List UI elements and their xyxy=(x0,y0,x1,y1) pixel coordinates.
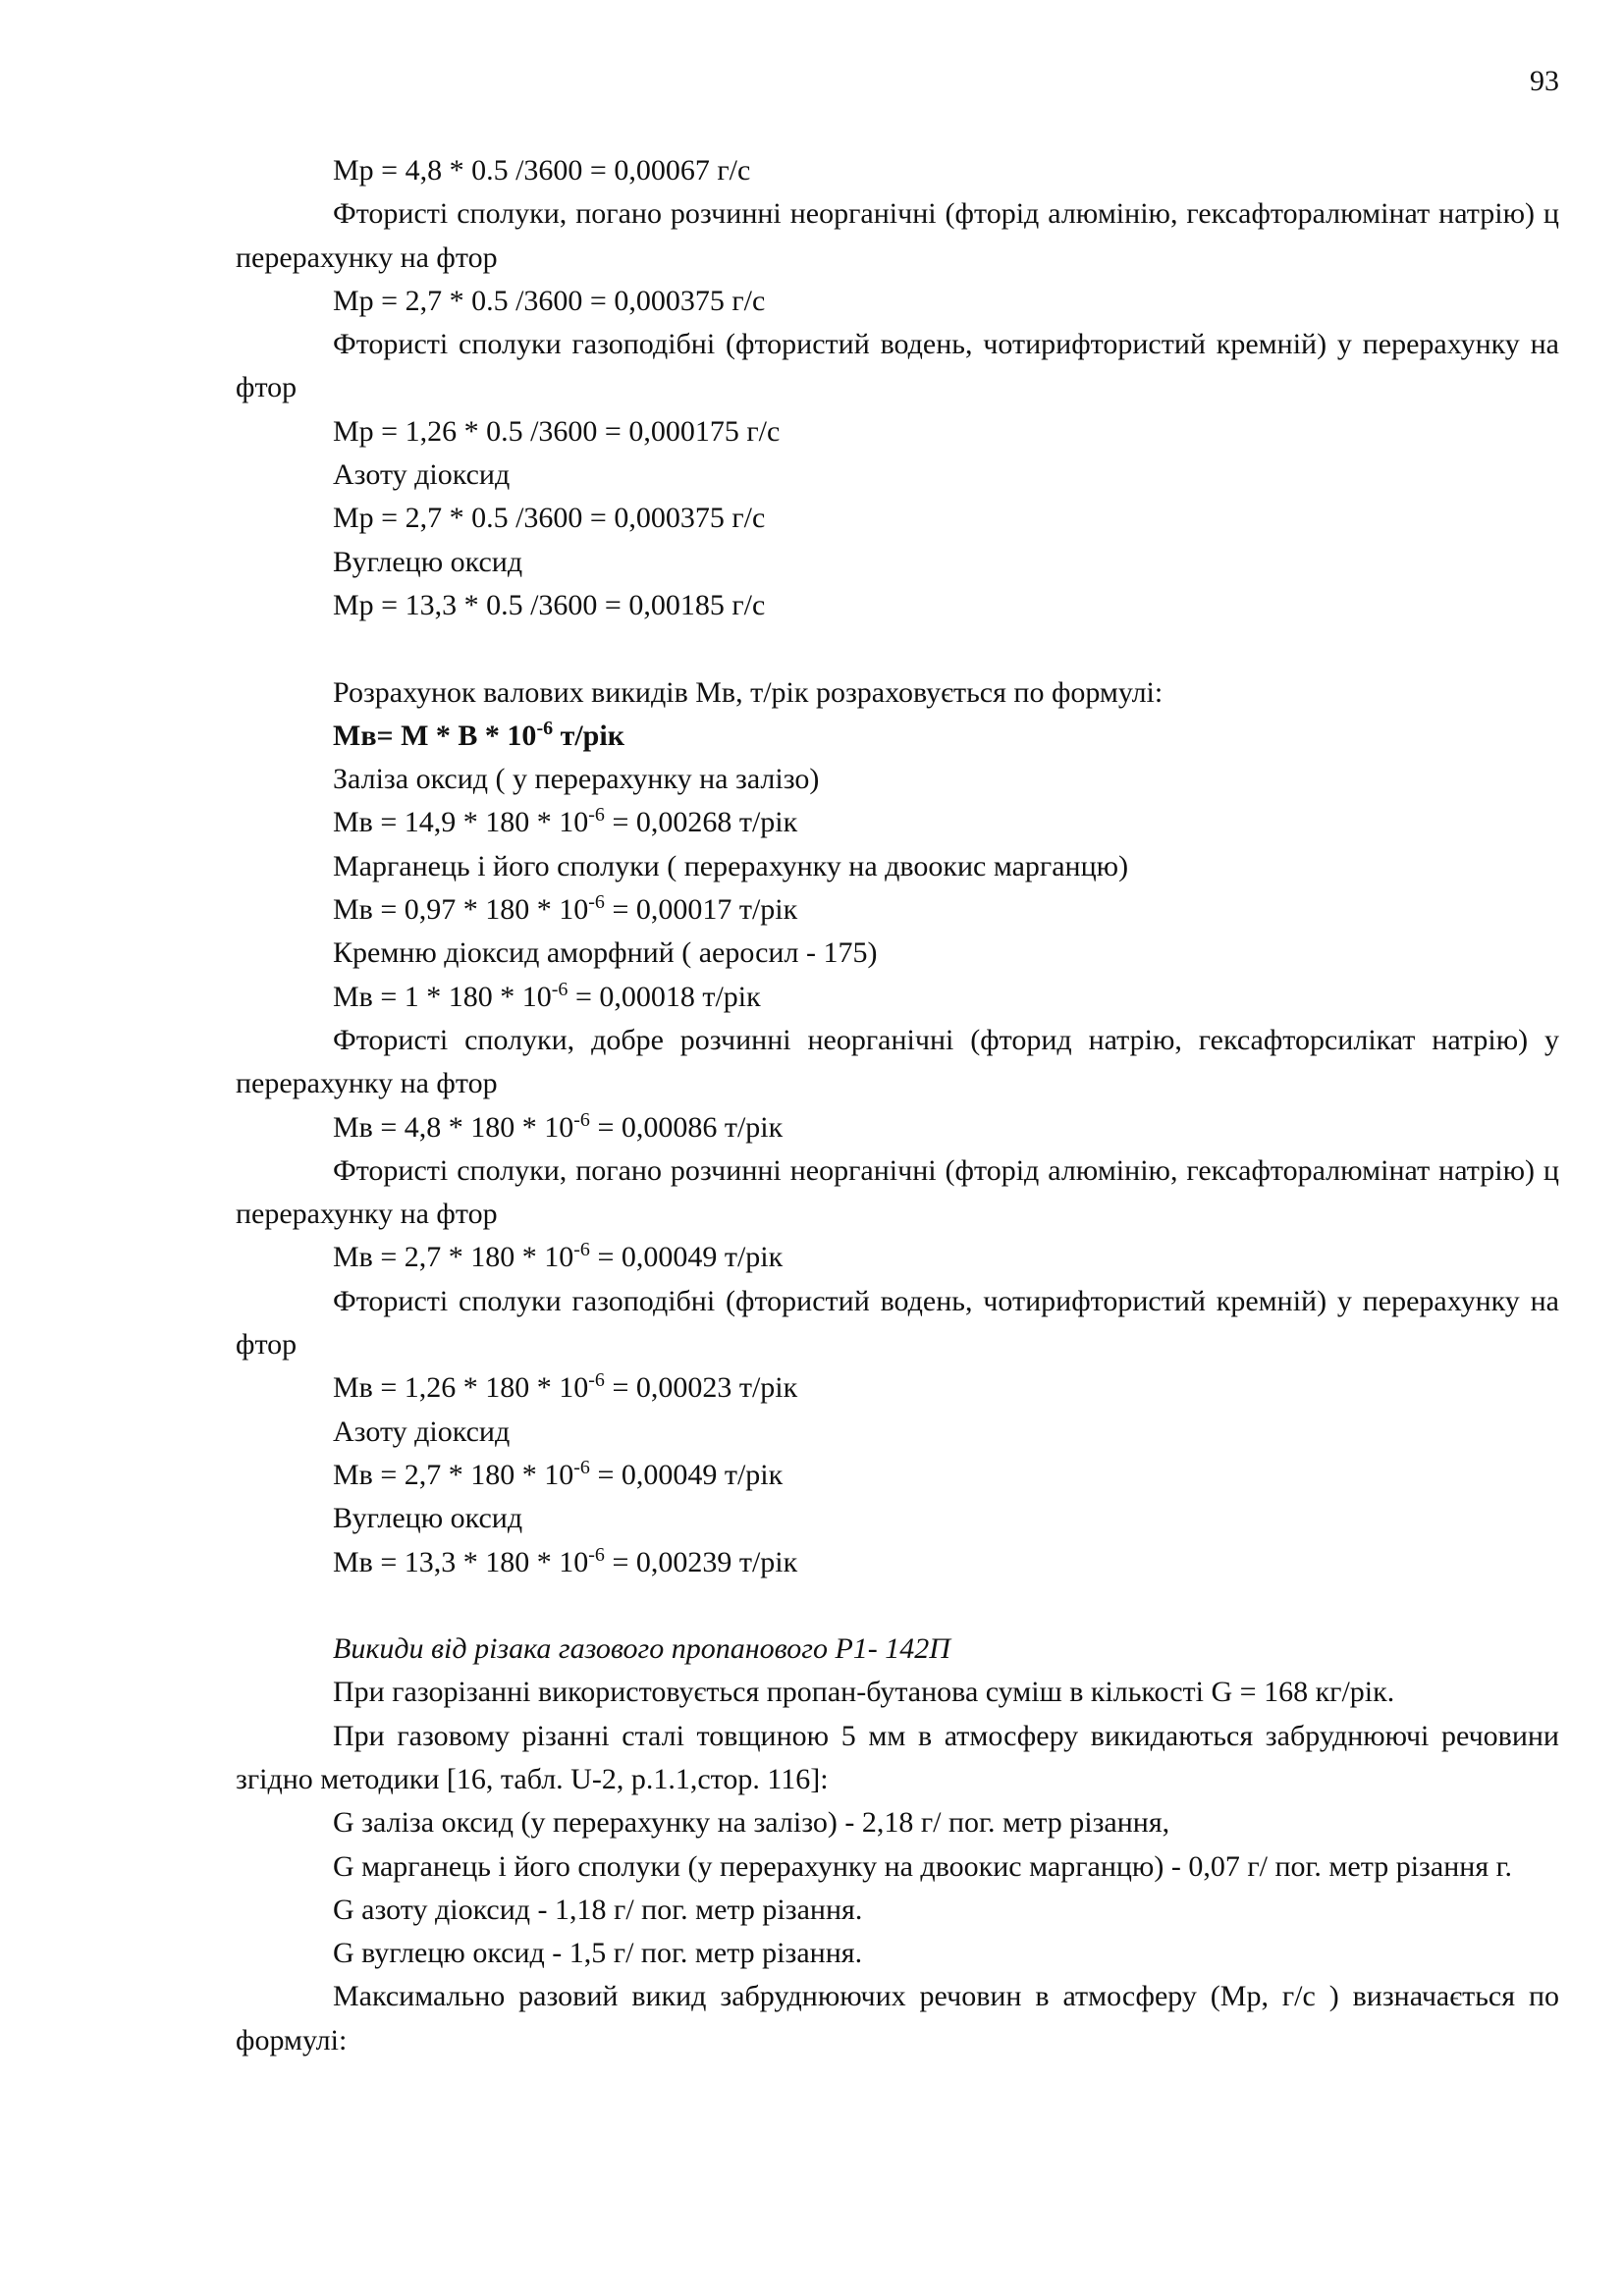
calc-exponent: -6 xyxy=(588,804,605,827)
formula-line: Мр = 13,3 * 0.5 /3600 = 0,00185 г/с xyxy=(333,588,766,621)
calc-line xyxy=(333,1236,1559,1279)
cutter-paragraph: При газорізанні використовується пропан-бутанова суміш в кількості G = 168 кг/рік. xyxy=(333,1676,1395,1709)
calc-result: = 0,00268 т/рік xyxy=(604,806,798,839)
calc-exponent: -6 xyxy=(588,1369,605,1392)
calc-result: = 0,00049 т/рік xyxy=(589,1458,784,1491)
formula-line: Мр = 1,26 * 0.5 /3600 = 0,000175 г/с xyxy=(333,414,781,448)
gross-formula-base: Мв= М * В * 10 xyxy=(333,719,537,752)
calc-line xyxy=(333,1541,1559,1584)
cutter-paragraph: G марганець і його сполуки (у перерахунку на двоокис марганцю) - 0,07 г/ пог. метр різання г. xyxy=(333,1849,1513,1883)
calc-result: = 0,00023 т/рік xyxy=(604,1371,798,1405)
calc-line xyxy=(333,1454,1559,1497)
substance-description: Фтористі сполуки, погано розчинні неорганічні (фторід алюмінію, гексафторалюмінат натрію) ц перерахунку на фтор xyxy=(236,1153,1559,1231)
calc-base: Мв = 2,7 * 180 * 10 xyxy=(333,1458,574,1491)
calc-exponent: -6 xyxy=(573,1239,590,1261)
substance-name: Азоту діоксид xyxy=(333,458,511,492)
substance-name: Марганець і його сполуки ( перерахунку на двоокис марганцю) xyxy=(333,849,1129,882)
spacer xyxy=(236,627,1559,670)
calc-base: Мв = 1,26 * 180 * 10 xyxy=(333,1371,589,1405)
formula-line: Мр = 4,8 * 0.5 /3600 = 0,00067 г/с xyxy=(333,154,751,187)
substance-name: Кремню діоксид аморфний ( аеросил - 175) xyxy=(333,936,878,970)
calc-result: = 0,00086 т/рік xyxy=(589,1110,784,1144)
gross-intro: Розрахунок валових викидів Мв, т/рік розраховується по формулі: xyxy=(333,675,1164,709)
calc-line xyxy=(333,1366,1559,1410)
cutter-paragraph: G заліза оксид (у перерахунку на залізо) - 2,18 г/ пог. метр різання, xyxy=(333,1806,1170,1840)
gross-emission-block xyxy=(236,671,1559,1584)
formula-line: Мр = 2,7 * 0.5 /3600 = 0,000375 г/с xyxy=(333,284,766,317)
substance-description: Фтористі сполуки, добре розчинні неорганічні (фторид натрію, гексафторсилікат натрію) у перерахунку на фтор xyxy=(236,1023,1559,1100)
calc-result: = 0,00049 т/рік xyxy=(589,1241,784,1274)
calc-exponent: -6 xyxy=(573,1108,590,1131)
calc-base: Мв = 2,7 * 180 * 10 xyxy=(333,1241,574,1274)
substance-description: Фтористі сполуки, погано розчинні неорганічні (фторід алюмінію, гексафторалюмінат натрію) ц перерахунку на фтор xyxy=(236,197,1559,274)
calc-exponent: -6 xyxy=(588,1543,605,1566)
spacer xyxy=(236,1584,1559,1628)
substance-name: Вуглецю оксид xyxy=(333,1502,523,1535)
formula-line: Мр = 2,7 * 0.5 /3600 = 0,000375 г/с xyxy=(333,502,766,535)
gross-formula-unit: т/рік xyxy=(553,719,624,752)
calc-base: Мв = 1 * 180 * 10 xyxy=(333,980,552,1013)
page-number: 93 xyxy=(1530,65,1559,97)
gas-cutter-block xyxy=(236,1628,1559,2062)
calc-base: Мв = 0,97 * 180 * 10 xyxy=(333,893,589,927)
calc-exponent: -6 xyxy=(588,891,605,914)
substance-description: Фтористі сполуки газоподібні (фтористий водень, чотирифтористий кремній) у перерахунку на фтор xyxy=(236,328,1559,404)
calc-result: = 0,00239 т/рік xyxy=(604,1545,798,1578)
section-heading: Викиди від різака газового пропанового Р1- 142П xyxy=(333,1632,950,1666)
document-body xyxy=(236,149,1559,2062)
calc-line xyxy=(333,801,1559,844)
calc-result: = 0,00017 т/рік xyxy=(604,893,798,927)
calc-line xyxy=(333,888,1559,932)
max-emission-block xyxy=(236,149,1559,627)
calc-base: Мв = 4,8 * 180 * 10 xyxy=(333,1110,574,1144)
cutter-paragraph: При газовому різанні сталі товщиною 5 мм в атмосферу викидаються забруднюючі речовини згідно методики [16, табл. U-2, р.1.1,стор. 116]: xyxy=(236,1719,1559,1795)
cutter-paragraph: G азоту діоксид - 1,18 г/ пог. метр різання. xyxy=(333,1893,863,1926)
substance-name: Заліза оксид ( у перерахунку на залізо) xyxy=(333,763,820,796)
cutter-paragraph: Максимально разовий викид забруднюючих речовин в атмосферу (Мр, г/с ) визначається по формулі: xyxy=(236,1980,1559,2056)
calc-base: Мв = 14,9 * 180 * 10 xyxy=(333,806,589,839)
substance-description: Фтористі сполуки газоподібні (фтористий водень, чотирифтористий кремній) у перерахунку на фтор xyxy=(236,1284,1559,1362)
calc-line xyxy=(333,1106,1559,1149)
cutter-paragraph: G вуглецю оксид - 1,5 г/ пог. метр різання. xyxy=(333,1937,863,1970)
calc-line xyxy=(333,976,1559,1019)
calc-exponent: -6 xyxy=(551,978,568,1000)
calc-result: = 0,00018 т/рік xyxy=(568,980,761,1013)
gross-formula xyxy=(333,715,1559,758)
calc-exponent: -6 xyxy=(573,1456,590,1478)
gross-formula-exponent: -6 xyxy=(536,717,554,739)
substance-name: Вуглецю оксид xyxy=(333,545,523,578)
calc-base: Мв = 13,3 * 180 * 10 xyxy=(333,1545,589,1578)
substance-name: Азоту діоксид xyxy=(333,1415,511,1448)
